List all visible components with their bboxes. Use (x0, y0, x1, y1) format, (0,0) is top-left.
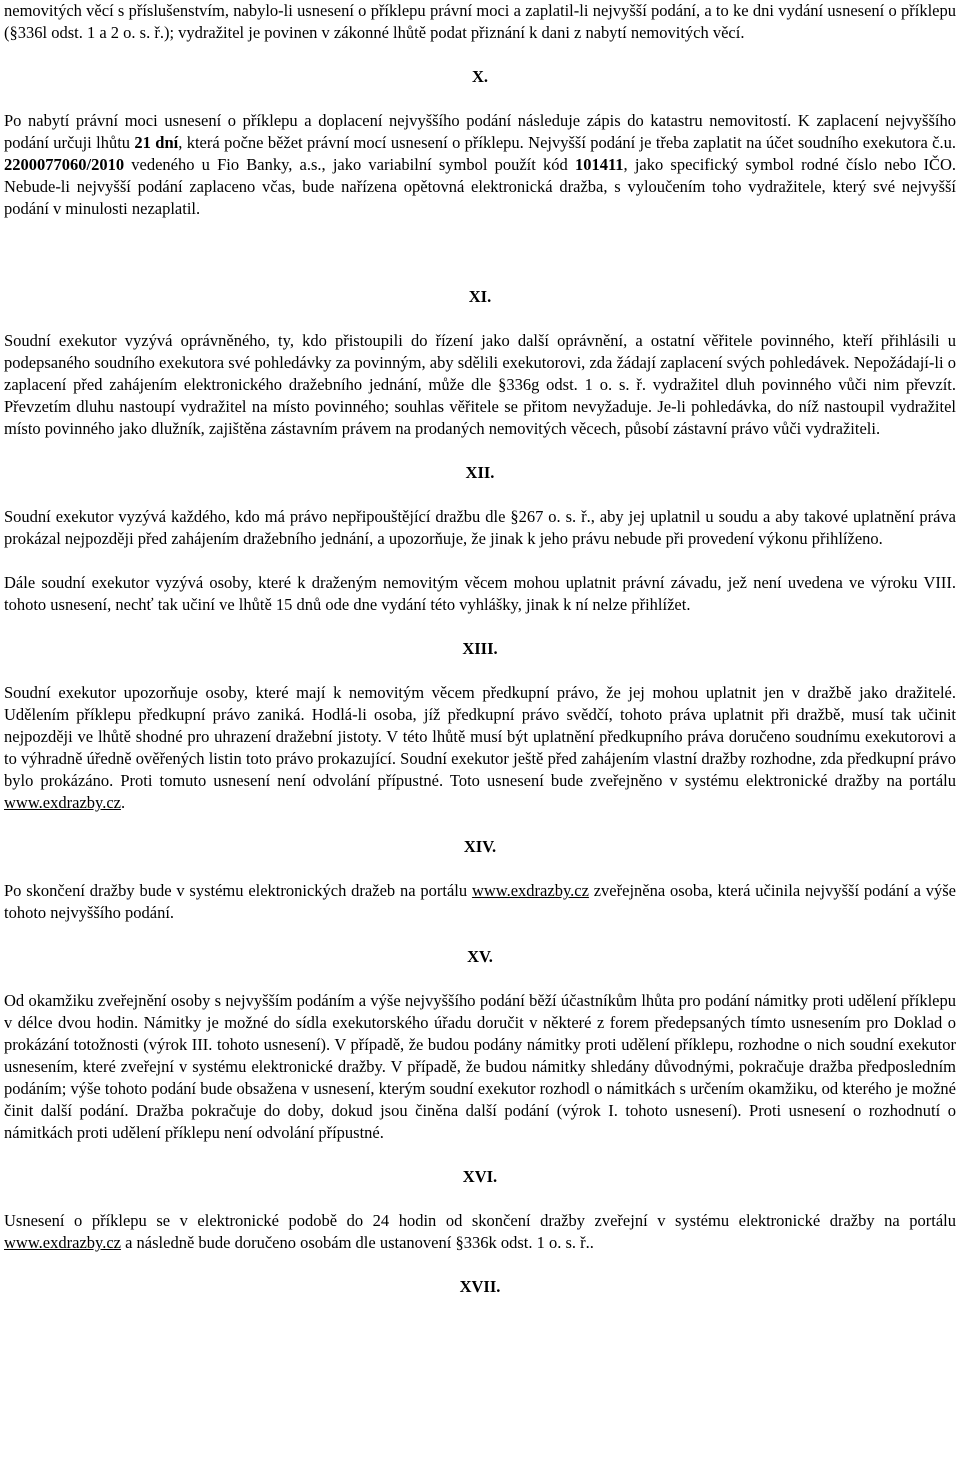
section-heading-x: X. (471, 67, 489, 86)
variable-symbol-bold: 101411 (574, 155, 624, 174)
section-heading-xvi: XVI. (462, 1167, 498, 1186)
section-xv-paragraph: Od okamžiku zveřejnění osoby s nejvyšším podáním a výše nejvyššího podání běží účastníkům lhůta pro podání námitky proti udělení příklepu v délce dvou hodin. Námitky je možné do sídla exekutorského úřadu doručit v některé z forem předepsaných tímto usnesením pro Doklad o prokázání totožnosti (výrok III. tohoto usnesení). V případě, že budou podány námitky proti udělení příklepu, rozhodne o nich soudní exekutor usnesením, které zveřejní v systému elektronické dražby. V případě, že budou námitky shledány důvodnými, pokračuje dražba předposledním podáním; výše tohoto podání bude obsažena v usnesení, kterým soudní exekutor rozhodl o námitkách s určením okamžiku, od kterého je možné činit další podání. Dražba pokračuje do doby, dokud jsou činěna další podání (výrok I. tohoto usnesení). Proti usnesení o rozhodnutí o námitkách proti udělení příklepu není odvolání přípustné. (4, 991, 956, 1142)
section-heading-xi: XI. (468, 287, 492, 306)
section-xiii-paragraph: Soudní exekutor upozorňuje osoby, které mají k nemovitým věcem předkupní právo, že jej mohou uplatnit jen v dražbě jako dražitelé. Udělením příklepu předkupní právo zaniká. Hodlá-li osoba, jíž předkupní právo svědčí, tohoto práva uplatnit při dražbě, musí tak učinit nejpozději ve lhůtě shodné pro uhrazení dražební jistoty. V této lhůtě musí být uplatnění předkupního práva doručeno soudnímu exekutorovi a to výhradně úředně ověřených listin toto právo prokazující. Soudní exekutor ještě před zahájením vlastní dražby rozhodne, zda předkupní právo bylo prokázáno. Proti tomuto usnesení není odvolání přípustné. Toto usnesení bude zveřejněno v systému elektronické dražby na portálu www.exdrazby.cz. (4, 683, 956, 812)
text-run: , která počne běžet právní mocí usnesení o příklepu. Nejvyšší podání je třeba zaplatit na účet soudního exekutora č.u. (178, 133, 956, 152)
section-xii-paragraph-1: Soudní exekutor vyzývá každého, kdo má právo nepřipouštějící dražbu dle §267 o. s. ř., aby jej uplatnil u soudu a aby takové uplatnění práva prokázal nejpozději před zahájením dražebního jednání, a upozorňuje, že jinak k jeho právu nebude při provedení výkonu přihlíženo. (4, 507, 956, 548)
text-run: , jako specifický symbol rodné číslo nebo IČO. Nebude-li nejvyšší podání zaplaceno včas, bude nařízena opětovná elektronická dražba, s vyloučením toho vydražitele, který své nejvyšší podání v minulosti nezaplatil. (4, 155, 957, 218)
section-xiv-paragraph (4, 880, 956, 924)
text-run: Po nabytí právní moci usnesení o příklepu a doplacení nejvyššího podání následuje zápis do katastru nemovitostí. K zaplacení nejvyššího podání určuji lhůtu (4, 111, 956, 152)
section-heading-xiv: XIV. (463, 837, 497, 856)
section-x-paragraph (4, 110, 956, 220)
text-run: Usnesení o příklepu se v elektronické podobě do 24 hodin od skončení dražby zveřejní v systému elektronické dražby na portálu (4, 1211, 956, 1230)
text-run: Po skončení dražby bude v systému elektronických dražeb na portálu (4, 881, 472, 900)
intro-paragraph: nemovitých věcí s příslušenstvím, nabylo-li usnesení o příklepu právní moci a zaplatil-li nejvyšší podání, a to ke dni vydání usnesení o příklepu (§336l odst. 1 a 2 o. s. ř.); vydražitel je povinen v zákonné lhůtě podat přiznání k dani z nabytí nemovitých věcí. (4, 1, 956, 42)
exdrazby-link[interactable]: www.exdrazby.cz (4, 793, 121, 812)
text-run: a následně bude doručeno osobám dle ustanovení §336k odst. 1 o. s. ř.. (120, 1233, 594, 1252)
section-xi-paragraph: Soudní exekutor vyzývá oprávněného, ty, kdo přistoupili do řízení jako další oprávnění, a ostatní věřitele povinného, kteří přihlásili u podepsaného soudního exekutora své pohledávky za povinným, aby sdělili exekutorovi, zda žádají zaplacení svých pohledávek. Nepožádají-li o zaplacení před zahájením elektronického dražebního jednání, může dle §336g odst. 1 o. s. ř. vydražitel dluh povinného vůči nim převzít. Převzetím dluhu nastoupí vydražitel na místo povinného; souhlas věřitele se přitom nevyžaduje. Je-li pohledávka, do níž nastoupil vydražitel místo povinného jako dlužník, zajištěna zástavním právem na prodaných nemovitých věcech, působí zástavní právo vůči vydražiteli. (4, 331, 956, 438)
text-run: vedeného u Fio Banky, a.s., jako variabilní symbol použít kód (124, 155, 575, 174)
section-xii-paragraph-2: Dále soudní exekutor vyzývá osoby, které k draženým nemovitým věcem mohou uplatnit právní závadu, jež není uvedena ve výroku VIII. tohoto usnesení, nechť tak učiní ve lhůtě 15 dnů ode dne vydání této vyhlášky, jinak k ní nelze přihlížet. (4, 573, 956, 614)
section-heading-xvii: XVII. (459, 1277, 501, 1296)
section-xvi-paragraph (4, 1210, 956, 1254)
document-page (4, 0, 956, 1298)
text-run: zveřejněna osoba, která učinila nejvyšší podání a výše tohoto nejvyššího podání. (4, 881, 956, 922)
section-heading-xiii: XIII. (462, 639, 498, 658)
section-heading-xv: XV. (467, 947, 493, 966)
exdrazby-link[interactable]: www.exdrazby.cz (4, 1233, 121, 1252)
text-run: Soudní exekutor upozorňuje osoby, které mají k nemovitým věcem předkupní právo, že jej mohou uplatnit jen v dražbě jako dražitelé. Udělením příklepu předkupní právo zaniká. Hodlá-li osoba, jíž předkupní právo svědčí, tohoto práva uplatnit při dražbě, musí tak učinit nejpozději ve lhůtě shodné pro uhrazení dražební jistoty. V této lhůtě musí být uplatnění předkupního práva doručeno soudnímu exekutorovi a to výhradně úředně ověřených listin toto právo prokazující. Soudní exekutor ještě před zahájením vlastní dražby rozhodne, zda předkupní právo bylo prokázáno. Proti tomuto usnesení není odvolání přípustné. Toto usnesení bude zveřejněno v systému elektronické dražby na portálu (4, 683, 956, 790)
deadline-bold: 21 dní (134, 133, 179, 152)
section-heading-xii: XII. (465, 463, 495, 482)
exdrazby-link[interactable]: www.exdrazby.cz (471, 881, 589, 900)
account-number-bold: 2200077060/2010 (4, 155, 125, 174)
